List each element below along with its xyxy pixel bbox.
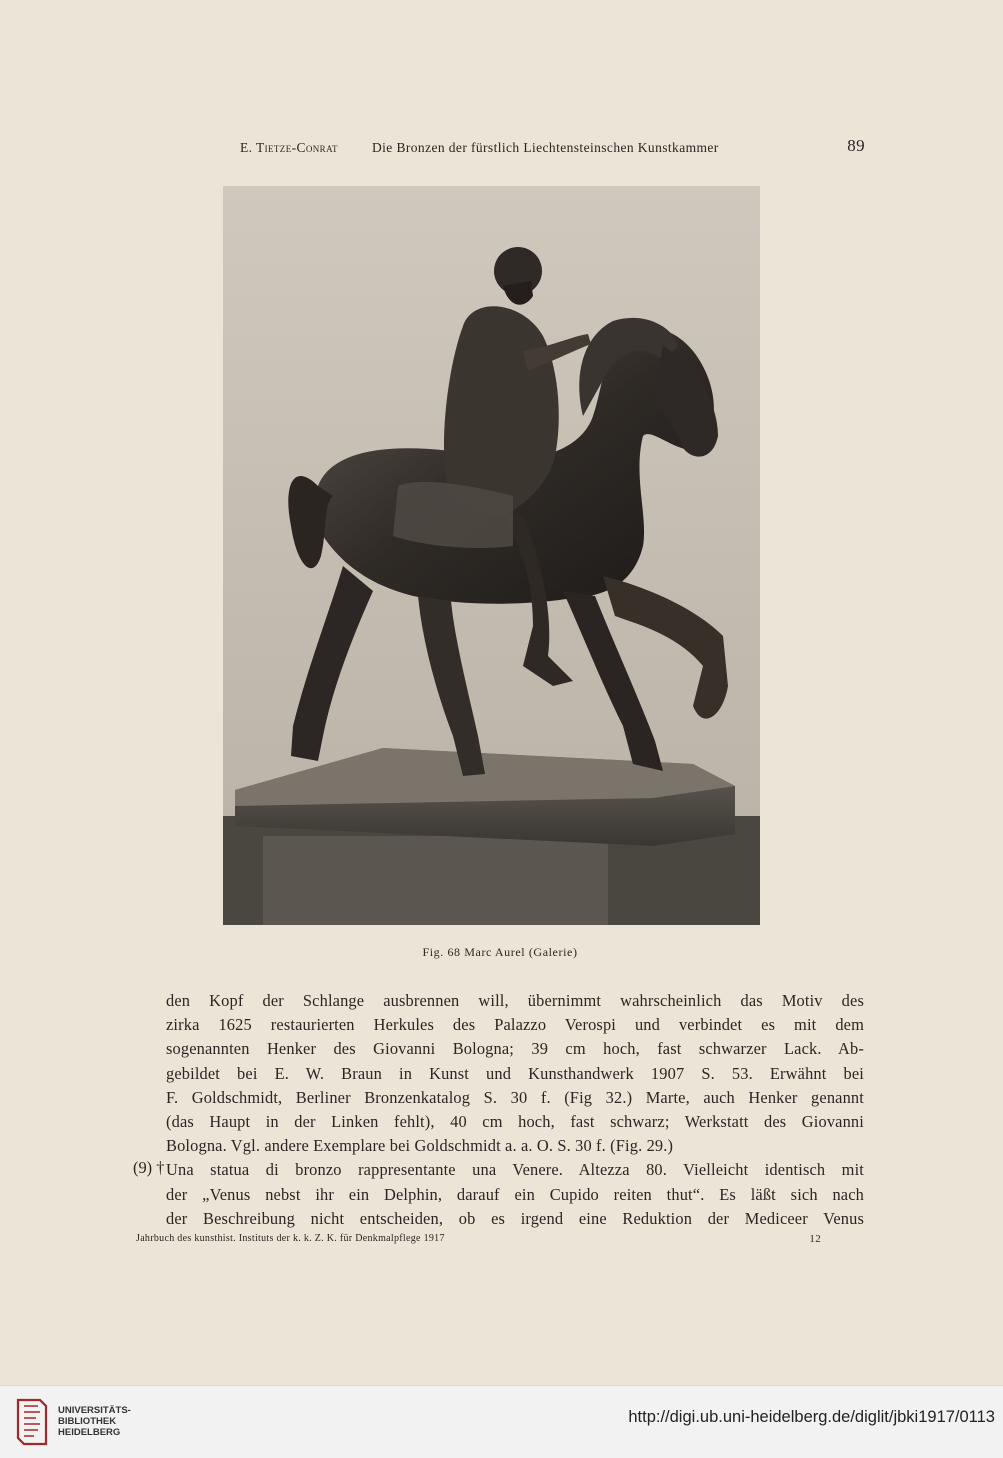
text-line: Una statua di bronzo rappresentante una Venere. Altezza 80. Vielleicht identisch mit: [166, 1160, 864, 1180]
header-author: E. Tietze-Conrat: [240, 140, 338, 155]
library-footer-bar: [0, 1385, 1003, 1458]
text-line: der „Venus nebst ihr ein Delphin, darauf ein Cupido reiten thut“. Es läßt sich nach: [166, 1184, 864, 1204]
page-number: 89: [847, 136, 865, 155]
figure-caption: Fig. 68 Marc Aurel (Galerie): [422, 945, 578, 959]
page-footer: [136, 1233, 821, 1251]
body-text: [166, 989, 864, 1231]
permalink-url[interactable]: http://digi.ub.uni-heidelberg.de/diglit/jbki1917/0113: [628, 1408, 995, 1426]
university-library-logo-icon: [12, 1396, 52, 1448]
running-header: [150, 136, 865, 160]
library-name: [58, 1405, 131, 1438]
library-name-line: HEIDELBERG: [58, 1427, 121, 1438]
text-line: den Kopf der Schlange ausbrennen will, übernimmt wahrscheinlich das Motiv des: [166, 991, 864, 1010]
text-line: gebildet bei E. W. Braun in Kunst und Kunsthandwerk 1907 S. 53. Erwähnt bei: [166, 1063, 864, 1083]
figure-photograph: [223, 186, 760, 925]
journal-reference: Jahrbuch des kunsthist. Instituts der k. k. Z. K. für Denkmalpflege 1917: [136, 1233, 445, 1244]
library-name-line: UNIVERSITÄTS-: [58, 1405, 131, 1416]
equestrian-statue-illustration: [223, 186, 760, 925]
text-line: (das Haupt in der Linken fehlt), 40 cm hoch, fast schwarz; Werkstatt des Giovanni: [166, 1112, 864, 1132]
header-title: Die Bronzen der fürstlich Liechtensteinschen Kunstkammer: [372, 140, 719, 155]
text-line: der Beschreibung nicht entscheiden, ob es irgend eine Reduktion der Mediceer Venus: [166, 1208, 864, 1228]
entry-marker: (9) †: [133, 1158, 165, 1177]
text-line: sogenannten Henker des Giovanni Bologna; 39 cm hoch, fast schwarzer Lack. Ab-: [166, 1039, 864, 1059]
text-line: zirka 1625 restaurierten Herkules des Palazzo Verospi und verbindet es mit dem: [166, 1015, 864, 1035]
sheet-signature: 12: [809, 1233, 821, 1245]
library-name-line: BIBLIOTHEK: [58, 1416, 117, 1427]
text-line: Bologna. Vgl. andere Exemplare bei Goldschmidt a. a. O. S. 30 f. (Fig. 29.): [166, 1136, 674, 1156]
text-line: F. Goldschmidt, Berliner Bronzenkatalog S. 30 f. (Fig 32.) Marte, auch Henker genannt: [166, 1087, 864, 1107]
